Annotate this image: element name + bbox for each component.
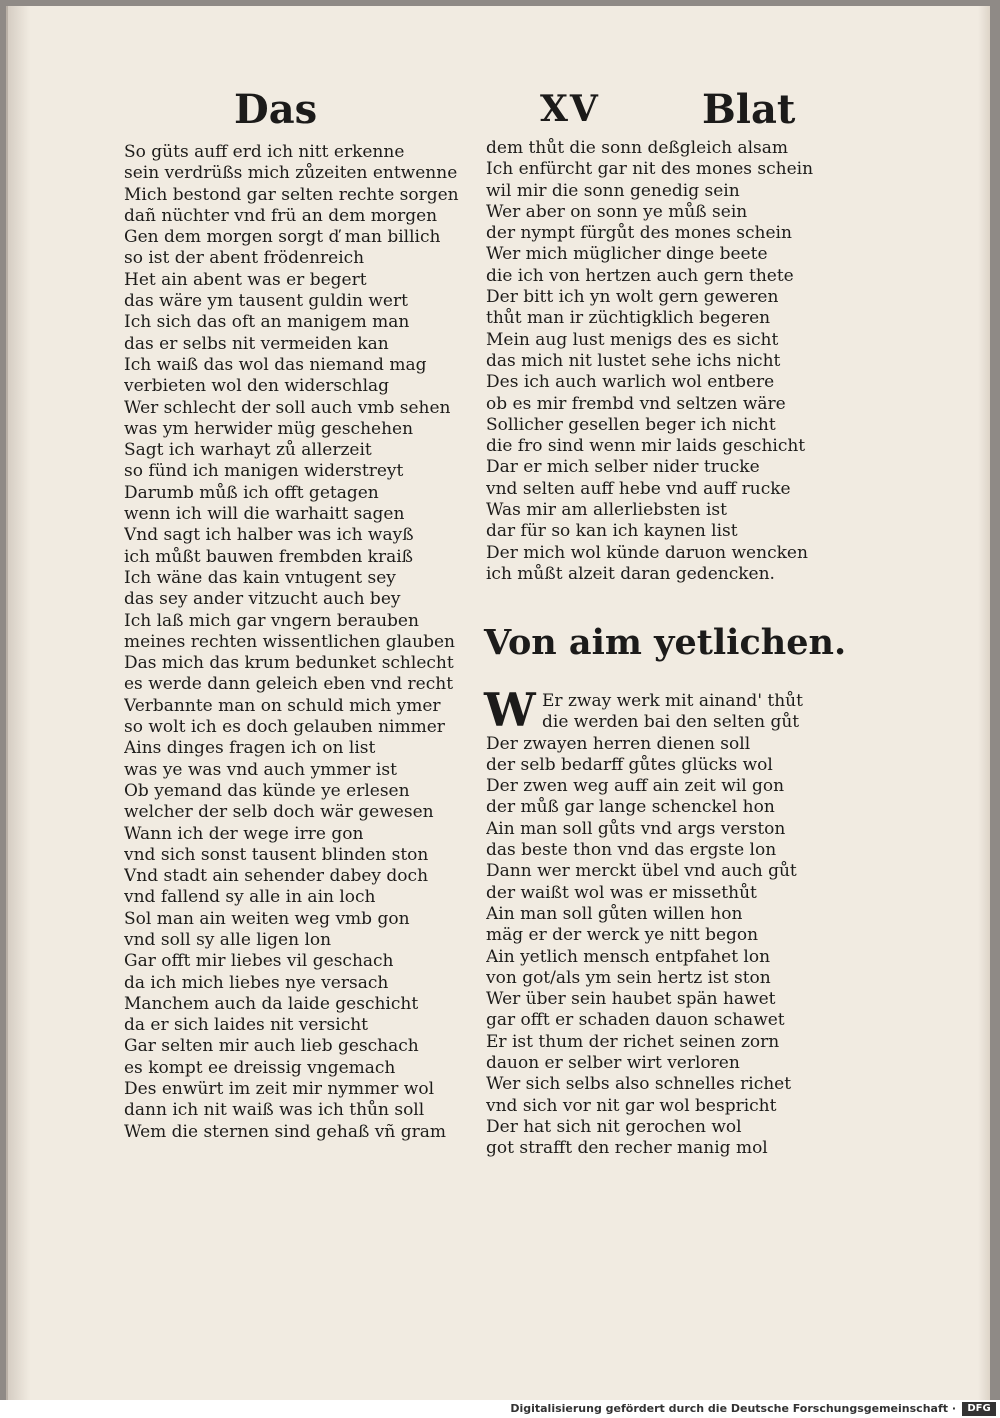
text-line: es werde dann geleich eben vnd recht (124, 674, 454, 695)
right-text-column-bottom (486, 691, 830, 1160)
text-line: der waißt wol was er missethůt (486, 882, 757, 903)
dfg-logo-badge: DFG (962, 1402, 996, 1416)
text-line: So güts auff erd ich nitt erkenne (124, 142, 405, 162)
text-line: Des ich auch warlich wol entbere (486, 372, 775, 393)
text-line: Ain yetlich mensch entpfahet lon (486, 946, 771, 967)
text-line: sein verdrüßs mich zůzeiten entwenne (124, 163, 458, 184)
text-line: Er ist thum der richet seinen zorn (486, 1031, 780, 1052)
text-line: Ob yemand das künde ye erlesen (124, 780, 410, 801)
text-line: Manchem auch da laide geschicht (124, 993, 419, 1014)
text-line: Wann ich der wege irre gon (124, 823, 364, 844)
text-line: Gar offt mir liebes vil geschach (124, 951, 394, 972)
text-line: der můß gar lange schenckel hon (486, 797, 775, 818)
text-line: Ains dinges fragen ich on list (124, 738, 376, 759)
funding-credit: Digitalisierung gefördert durch die Deutsche Forschungsgemeinschaft · (510, 1402, 956, 1415)
text-line: Het ain abent was er begert (124, 269, 367, 290)
text-line: Mein aug lust menigs des es sicht (486, 329, 779, 350)
text-line: Vnd sagt ich halber was ich wayß (124, 525, 414, 546)
text-line: welcher der selb doch wär gewesen (124, 802, 434, 823)
text-line: Wer schlecht der soll auch vmb sehen (124, 397, 451, 418)
left-text-column (124, 142, 468, 1143)
text-line: da ich mich liebes nye versach (124, 972, 389, 993)
text-line: Der bitt ich yn wolt gern geweren (486, 287, 779, 308)
text-line: Ich enfürcht gar nit des mones schein (486, 159, 814, 180)
text-line: Wer aber on sonn ye můß sein (486, 201, 748, 222)
section-heading: Von aim yetlichen. (484, 622, 847, 663)
text-line: Verbannte man on schuld mich ymer (124, 695, 441, 716)
drop-cap-initial: W (484, 683, 536, 737)
text-line: Dar er mich selber nider trucke (486, 457, 760, 478)
text-line: Das mich das krum bedunket schlecht (124, 653, 454, 674)
text-line: Des enwürt im zeit mir nymmer wol (124, 1079, 435, 1100)
text-line: Mich bestond gar selten rechte sorgen (124, 184, 459, 205)
text-line: Sollicher gesellen beger ich nicht (486, 414, 776, 435)
text-line: ob es mir frembd vnd seltzen wäre (486, 393, 786, 414)
text-line: der selb bedarff gůtes glücks wol (486, 754, 773, 775)
text-line: Vnd stadt ain sehender dabey doch (124, 866, 429, 887)
text-line: was ye was vnd auch ymmer ist (124, 759, 397, 780)
text-line: thůt man ir züchtigklich begeren (486, 308, 771, 329)
text-line: Der mich wol künde daruon wencken (486, 542, 808, 563)
text-line: Wer sich selbs also schnelles richet (486, 1074, 792, 1095)
text-line: Was mir am allerliebsten ist (486, 500, 727, 521)
text-line: meines rechten wissentlichen glauben (124, 631, 455, 652)
text-line: so fünd ich manigen widerstreyt (124, 461, 404, 482)
text-line: Dann wer merckt übel vnd auch gůt (486, 861, 797, 882)
text-line: von got/als ym sein hertz ist ston (486, 967, 771, 988)
header-left: Das (234, 86, 318, 133)
running-header (8, 86, 990, 136)
text-line: dañ nüchter vnd frü an dem morgen (124, 205, 438, 226)
text-line: Ich waiß das wol das niemand mag (124, 354, 427, 375)
text-line: got strafft den recher manig mol (486, 1138, 768, 1159)
text-line: vnd soll sy alle ligen lon (124, 929, 332, 950)
text-line: Er zway werk mit ainand' thůt (542, 691, 803, 711)
text-line: vnd sich vor nit gar wol bespricht (486, 1095, 777, 1116)
digitization-footer (0, 1400, 1000, 1418)
text-line: die werden bai den selten gůt (542, 712, 800, 733)
text-line: Sol man ain weiten weg vmb gon (124, 908, 410, 929)
text-line: mäg er der werck ye nitt begon (486, 925, 759, 946)
text-line: Wer mich müglicher dinge beete (486, 244, 768, 265)
text-line: Sagt ich warhayt zů allerzeit (124, 440, 372, 461)
text-line: ich můßt bauwen frembden kraiß (124, 546, 414, 567)
page-edge-shadow (978, 6, 990, 1400)
folio-number: XV (540, 88, 600, 130)
text-line: Ain man soll gůten willen hon (486, 903, 743, 924)
text-line: die ich von hertzen auch gern thete (486, 265, 794, 286)
text-line: dar für so kan ich kaynen list (486, 521, 738, 542)
text-line: das sey ander vitzucht auch bey (124, 589, 401, 610)
page-gutter-shadow (8, 6, 30, 1400)
text-line: was ym herwider müg geschehen (124, 418, 414, 439)
text-line: so wolt ich es doch gelauben nimmer (124, 717, 445, 738)
text-line: wenn ich will die warhaitt sagen (124, 504, 405, 525)
text-line: gar offt er schaden dauon schawet (486, 1010, 785, 1031)
text-line: Wer über sein haubet spän hawet (486, 989, 776, 1010)
text-line: Ich laß mich gar vngern berauben (124, 610, 419, 631)
text-line: vnd selten auff hebe vnd auff rucke (486, 478, 791, 499)
text-line: das beste thon vnd das ergste lon (486, 840, 777, 861)
text-line: die fro sind wenn mir laids geschicht (486, 436, 806, 457)
book-page (6, 6, 990, 1400)
text-line: vnd fallend sy alle in ain loch (124, 887, 376, 908)
text-line: das er selbs nit vermeiden kan (124, 333, 389, 354)
text-line: Ich wäne das kain vntugent sey (124, 567, 396, 588)
text-line: Wem die sternen sind gehaß vñ gram (124, 1121, 446, 1142)
right-text-column-top (486, 138, 830, 585)
text-line: wil mir die sonn genedig sein (486, 180, 740, 201)
text-line: es kompt ee dreissig vngemach (124, 1057, 396, 1078)
text-line: Ich sich das oft an manigem man (124, 312, 410, 333)
text-line: vnd sich sonst tausent blinden ston (124, 844, 429, 865)
text-line: da er sich laides nit versicht (124, 1015, 369, 1036)
text-line: Der zwen weg auff ain zeit wil gon (486, 776, 785, 797)
text-line: Gar selten mir auch lieb geschach (124, 1036, 419, 1057)
text-line: Ain man soll gůts vnd args verston (486, 818, 786, 839)
text-line: Der hat sich nit gerochen wol (486, 1116, 742, 1137)
text-line: Der zwayen herren dienen soll (486, 733, 751, 754)
text-line: der nympt fürgůt des mones schein (486, 223, 792, 244)
text-line: dann ich nit waiß was ich thůn soll (124, 1100, 425, 1121)
text-line: Gen dem morgen sorgt ď man billich (124, 227, 441, 248)
text-line: das mich nit lustet sehe ichs nicht (486, 350, 781, 371)
text-line: Darumb můß ich offt getagen (124, 482, 379, 503)
text-line: das wäre ym tausent guldin wert (124, 291, 408, 312)
text-line: verbieten wol den widerschlag (124, 376, 390, 397)
text-line: dem thůt die sonn deßgleich alsam (486, 138, 789, 158)
text-line: dauon er selber wirt verloren (486, 1053, 740, 1074)
text-line: ich můßt alzeit daran gedencken. (486, 563, 775, 584)
text-line: so ist der abent frödenreich (124, 248, 365, 269)
header-right: Blat (702, 86, 796, 133)
